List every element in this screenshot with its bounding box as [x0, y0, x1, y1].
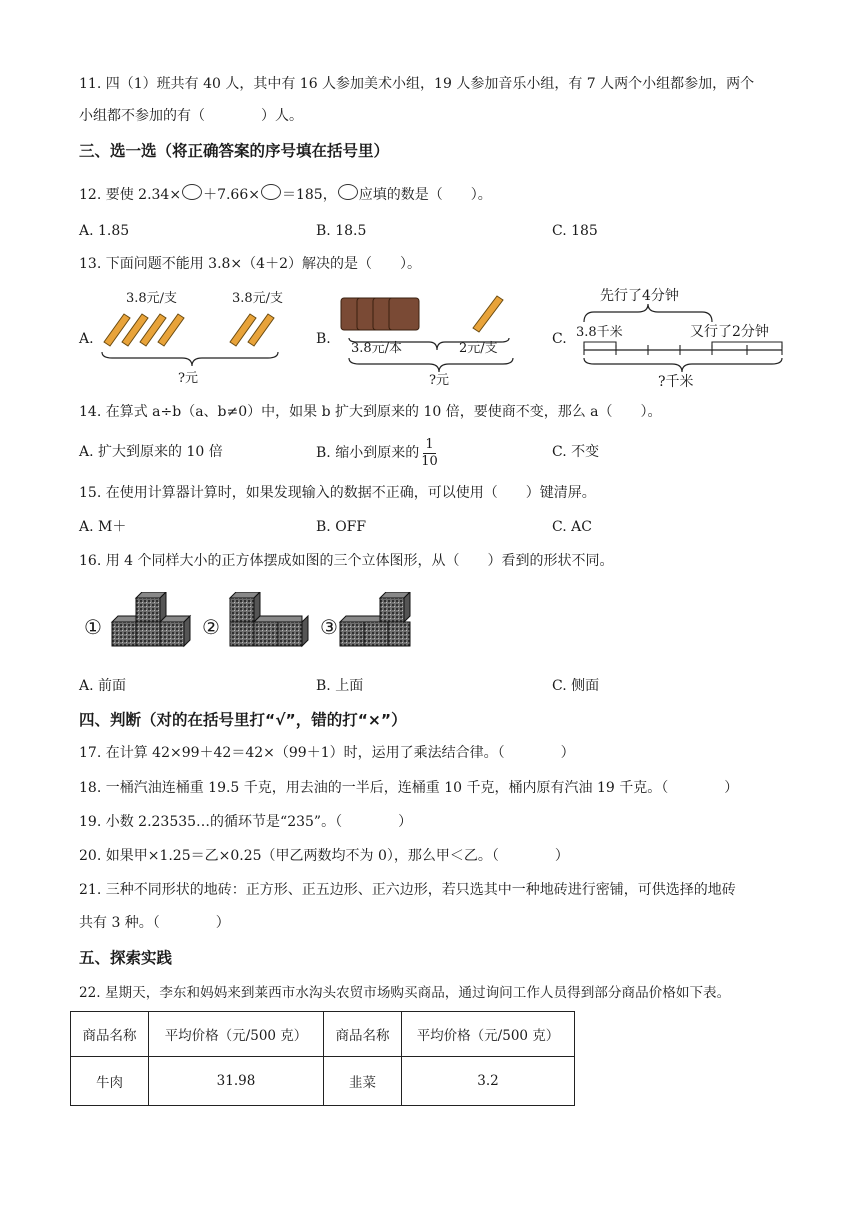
q20: 20. 如果甲×1.25＝乙×0.25（甲乙两数均不为 0），那么甲＜乙。（ ） [79, 848, 569, 864]
q16-figure1-label: ① [84, 615, 102, 639]
q12-option-c[interactable]: C. 185 [552, 223, 598, 239]
q12-part3: ＝185， [281, 187, 337, 203]
q18: 18. 一桶汽油连桶重 19.5 千克，用去油的一半后，连桶重 10 千克，桶内原有汽油 19 千克。（ ） [79, 780, 739, 796]
cube-stack-figure2 [230, 592, 308, 646]
q14-option-b[interactable] [316, 436, 438, 470]
q14-stem: 14. 在算式 a÷b（a、b≠0）中，如果 b 扩大到原来的 10 倍，要使商不变，那么 a（ ）。 [79, 404, 662, 420]
q13-option-b[interactable]: B. [316, 331, 331, 347]
q21-line1: 21. 三种不同形状的地砖：正方形、正五边形、正六边形，若只选其中一种地砖进行密铺，可供选择的地砖 [79, 882, 736, 898]
pencil-icon [473, 296, 503, 332]
price-table [70, 1011, 575, 1106]
q13-c-right: 又行了2分钟 [690, 324, 769, 340]
q14-option-a[interactable]: A. 扩大到原来的 10 倍 [79, 444, 223, 460]
table-cell: 韭菜 [324, 1057, 402, 1106]
section4-title: 四、判断（对的在括号里打“√”，错的打“×”） [79, 711, 407, 729]
fraction-denominator: 10 [421, 453, 438, 469]
q16-option-b[interactable]: B. 上面 [316, 678, 364, 694]
cube-stack-figure3 [340, 592, 410, 646]
q13-c-total: ?千米 [658, 374, 694, 390]
q15-option-b[interactable]: B. OFF [316, 519, 367, 535]
table-header-cell: 商品名称 [324, 1012, 402, 1057]
q13-b-price1: 3.8元/本 [351, 341, 403, 356]
pencil-icon [104, 314, 274, 346]
q15-option-c[interactable]: C. AC [552, 519, 592, 535]
q21-line2: 共有 3 种。（ ） [79, 915, 230, 931]
q13-b-price2: 2元/支 [459, 341, 498, 356]
q12-part4: 应填的数是（ ）。 [358, 187, 492, 203]
q16-option-a[interactable]: A. 前面 [79, 678, 127, 694]
q13-a-price2: 3.8元/支 [232, 291, 284, 306]
table-row [71, 1057, 575, 1106]
q14-option-c[interactable]: C. 不变 [552, 444, 600, 460]
table-header-cell: 商品名称 [71, 1012, 149, 1057]
q16-option-c[interactable]: C. 侧面 [552, 678, 600, 694]
table-cell: 31.98 [149, 1057, 324, 1106]
q13-a-price1: 3.8元/支 [126, 291, 178, 306]
q13-figure-c [572, 282, 792, 392]
q13-figure-b [333, 288, 533, 390]
q16-figure2-label: ② [202, 615, 220, 639]
blank-circle-icon [182, 184, 202, 200]
q16-stem: 16. 用 4 个同样大小的正方体摆成如图的三个立体图形，从（ ）看到的形状不同。 [79, 553, 614, 569]
q15-stem: 15. 在使用计算器计算时，如果发现输入的数据不正确，可以使用（ ）键清屏。 [79, 485, 596, 501]
q13-figure-a [92, 284, 302, 390]
q15-option-a[interactable]: A. M＋ [79, 519, 127, 535]
q13-b-total: ?元 [429, 373, 449, 388]
q14-option-b-text: B. 缩小到原来的 [316, 445, 420, 461]
q12-option-a[interactable]: A. 1.85 [79, 223, 130, 239]
q12-option-b[interactable]: B. 18.5 [316, 223, 367, 239]
section3-title: 三、选一选（将正确答案的序号填在括号里） [79, 142, 390, 160]
q16-figures [84, 592, 414, 658]
blank-circle-icon [338, 184, 358, 200]
q12-part1: 12. 要使 2.34× [79, 187, 182, 203]
q22-stem: 22. 星期天，李东和妈妈来到莱西市水沟头农贸市场购买商品，通过询问工作人员得到部分商品价格如下表。 [79, 985, 731, 1001]
q13-c-top: 先行了4分钟 [600, 288, 679, 304]
q17: 17. 在计算 42×99＋42＝42×（99＋1）时，运用了乘法结合律。（ ） [79, 745, 575, 761]
table-cell: 3.2 [402, 1057, 575, 1106]
q13-option-a[interactable]: A. [79, 331, 94, 347]
q13-c-left: 3.8千米 [576, 325, 623, 340]
q11-line1: 11. 四（1）班共有 40 人，其中有 16 人参加美术小组，19 人参加音乐小组，有 7 人两个小组都参加，两个 [79, 76, 755, 92]
book-icon [341, 298, 419, 330]
fraction-numerator: 1 [425, 436, 434, 452]
section5-title: 五、探索实践 [79, 949, 173, 967]
q12-stem [79, 184, 492, 205]
table-cell: 牛肉 [71, 1057, 149, 1106]
q19: 19. 小数 2.23535…的循环节是“235”。（ ） [79, 814, 413, 830]
blank-circle-icon [261, 184, 281, 200]
table-header-row [71, 1012, 575, 1057]
q13-option-c[interactable]: C. [552, 331, 567, 347]
table-header-cell: 平均价格（元/500 克） [402, 1012, 575, 1057]
q12-part2: ＋7.66× [203, 187, 260, 203]
q16-figure3-label: ③ [320, 615, 338, 639]
table-header-cell: 平均价格（元/500 克） [149, 1012, 324, 1057]
q11-line2: 小组都不参加的有（ ）人。 [79, 108, 303, 124]
q13-stem: 13. 下面问题不能用 3.8×（4＋2）解决的是（ ）。 [79, 256, 421, 272]
fraction [421, 437, 438, 470]
q13-a-total: ?元 [178, 371, 198, 386]
cube-stack-figure1 [112, 592, 190, 646]
